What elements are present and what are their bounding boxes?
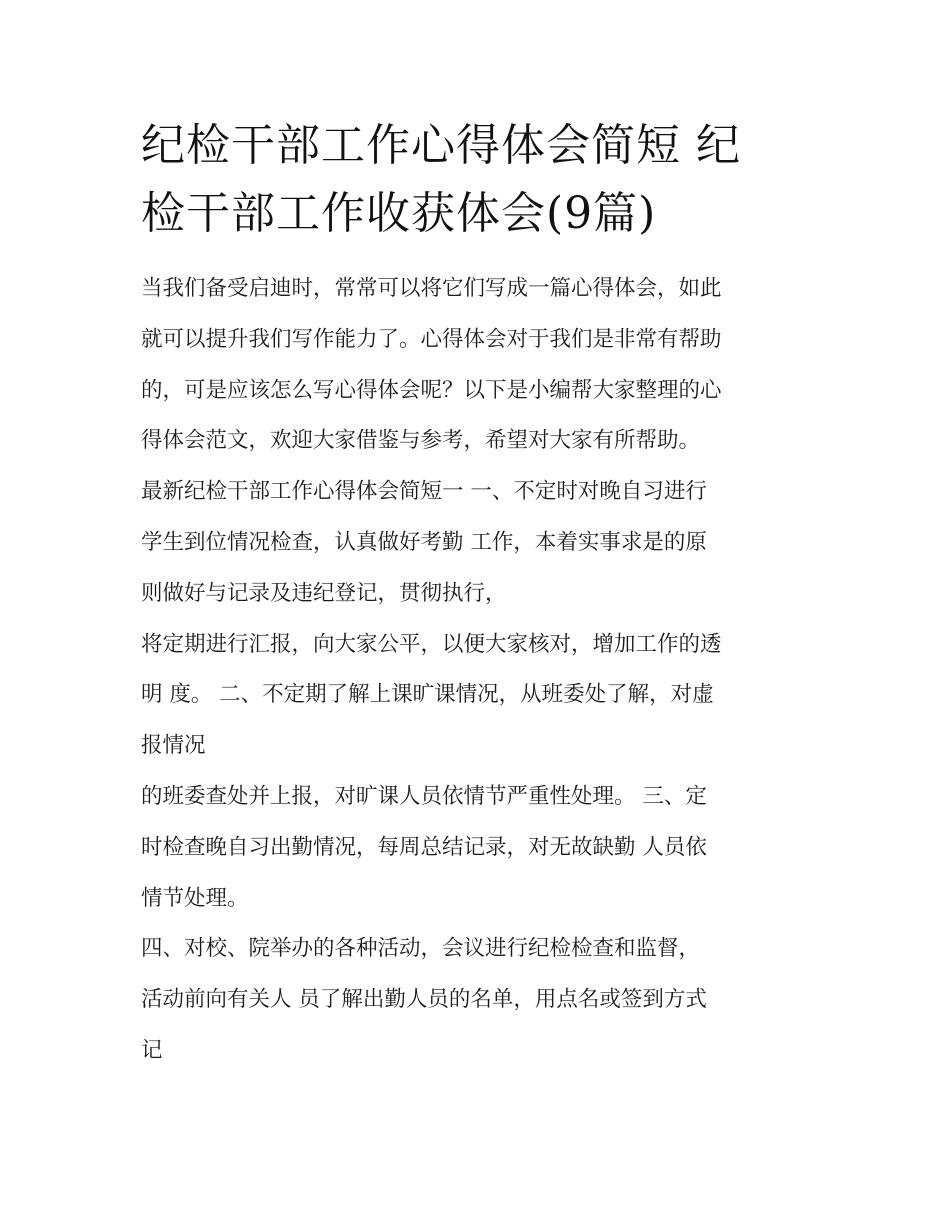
document-body <box>141 264 821 1077</box>
body-line: 则做好与记录及违纪登记，贯彻执行， <box>141 580 507 606</box>
document-title <box>141 112 821 248</box>
body-line: 的，可是应该怎么写心得体会呢？以下是小编帮大家整理的心 <box>141 377 722 403</box>
body-line: 明 度。 二、不定期了解上课旷课情况，从班委处了解，对虚 <box>141 682 714 708</box>
body-line: 活动前向有关人 员了解出勤人员的名单，用点名或签到方式 <box>141 987 707 1013</box>
body-line: 记 <box>141 1037 163 1063</box>
body-line: 将定期进行汇报，向大家公平，以便大家核对，增加工作的透 <box>141 631 722 657</box>
body-line: 报情况 <box>141 733 206 759</box>
body-line: 四、对校、院举办的各种活动，会议进行纪检检查和监督， <box>141 936 701 962</box>
title-line: 检干部工作收获体会(9篇) <box>141 188 657 239</box>
body-line: 就可以提升我们写作能力了。心得体会对于我们是非常有帮助 <box>141 326 722 352</box>
body-line: 学生到位情况检查，认真做好考勤 工作，本着实事求是的原 <box>141 529 707 555</box>
body-line: 当我们备受启迪时，常常可以将它们写成一篇心得体会，如此 <box>141 276 722 301</box>
document-page <box>141 112 821 1077</box>
body-line: 时检查晚自习出勤情况，每周总结记录，对无故缺勤 人员依 <box>141 834 707 860</box>
body-line: 得体会范文，欢迎大家借鉴与参考，希望对大家有所帮助。 <box>141 428 701 454</box>
body-line: 的班委查处并上报，对旷课人员依情节严重性处理。 三、定 <box>141 783 707 809</box>
title-line: 纪检干部工作心得体会简短 纪 <box>141 120 741 171</box>
body-line: 情节处理。 <box>141 885 249 911</box>
body-line: 最新纪检干部工作心得体会简短一 一、不定时对晚自习进行 <box>141 479 707 505</box>
